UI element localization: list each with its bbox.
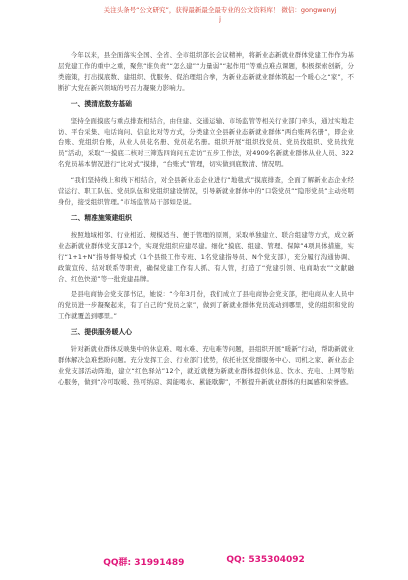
banner-line-2: j bbox=[219, 15, 221, 23]
watermark-banner bbox=[70, 6, 370, 24]
intro-paragraph: 今年以来，县全面落实全国、全省、全市组织部长会议精神，将新业态新就业群体党建工作作为基层党建工作的重中之重，聚焦“谁负责”“怎么建”“力量弱”“起作用”等重点难点课题，积极探索创新，分类施策，打出摸底数、建组织、优服务、促治理组合拳，为新业态新就业群体筑起一个暖心之“家”，不断扩大党在新兴领域的号召力凝聚力影响力。 bbox=[58, 51, 354, 92]
section-1-paragraph-2: “我们坚持线上和线下相结合，对全县新业态企业进行“地毯式”摸底排查，全面了解新业态企业经营运行、职工队伍、党员队伍和党组织建设情况，引导新就业群体中的“口袋党员”“隐形党员”主动亮明身份，接受组织管理。”市场监管局干部如是说。 bbox=[58, 176, 354, 206]
qq-group-label: QQ群: 31991489 bbox=[103, 558, 185, 568]
section-1-paragraph-1: 坚持全面摸底与重点排查相结合，由住建、交通运输、市场监管等相关行业部门牵头，通过实地走访、平台采集、电话询问、信息比对等方式，分类建立全县新业态新就业群体“两台账两名册”，即企业台账、党组织台账，从业人员花名册、党员花名册。组织开展“组织找党员、党员找组织、党员找党员”活动，采取“一摸底二核对三筛选四询问五走访”五步工作法，对4909名新就业群体从业人员、322名党员基本情况进行“比对式”摸排，“台账式”管理，切实做到底数清、情况明。 bbox=[58, 116, 354, 169]
section-heading-2: 二、精准施策建组织 bbox=[70, 213, 132, 222]
banner-line-1: 关注头条号“公文研究”，获得最新最全最专业的公文资料库！ 微信：gongwenyj bbox=[103, 6, 337, 14]
section-3-paragraph-1: 针对新就业群体反映集中的休息难、喝水难、充电难等问题，县组织开展“暖新”行动，帮助新就业群体解决急难愁盼问题。充分发挥工会、行业部门优势，依托社区党群服务中心、司机之家、新业态企业党支部活动阵地，建立“红色驿站”12个，就近就便为新就业群体提供休息、饮水、充电、上网等贴心服务，做到“冷可取暖、热可纳凉、渴能喝水、累能歇脚”，不断提升新就业群体的归属感和荣誉感。 bbox=[58, 345, 354, 386]
section-heading-1: 一、摸清底数夯基础 bbox=[70, 99, 132, 108]
section-heading-3: 三、提供服务暖人心 bbox=[70, 328, 132, 337]
document-body bbox=[58, 50, 354, 393]
qq-contact-label: QQ: 535304092 bbox=[226, 555, 305, 565]
footer-contact bbox=[0, 555, 408, 568]
section-2-paragraph-1: 按照地域相邻、行业相近、规模适当、便于管理的原则，采取单独建立、联合组建等方式，成立新业态新就业群体党支部12个，实现党组织应建尽建。细化“摸底、组建、管理、保障”4项具体措施，实行“1+1+N”指导督导模式（1个县级工作专班、1名党建指导员、N个党支部），充分履行沟通协调、政策宣传、结对联系等职责，确保党建工作有人抓、有人管，打造了“党建引领、电商助农”“文献融合、红色快递”等一批党建品牌。 bbox=[58, 230, 354, 283]
section-2-paragraph-2: 是县电商协会党支部书记，她说：“今年3月份，我们成立了县电商协会党支部，把电商从业人员中的党员进一步凝聚起来，有了自己的“党员之家”，做到了新就业群体党员流动到哪里，党的组织和党的工作就覆盖到哪里。” bbox=[58, 290, 354, 321]
